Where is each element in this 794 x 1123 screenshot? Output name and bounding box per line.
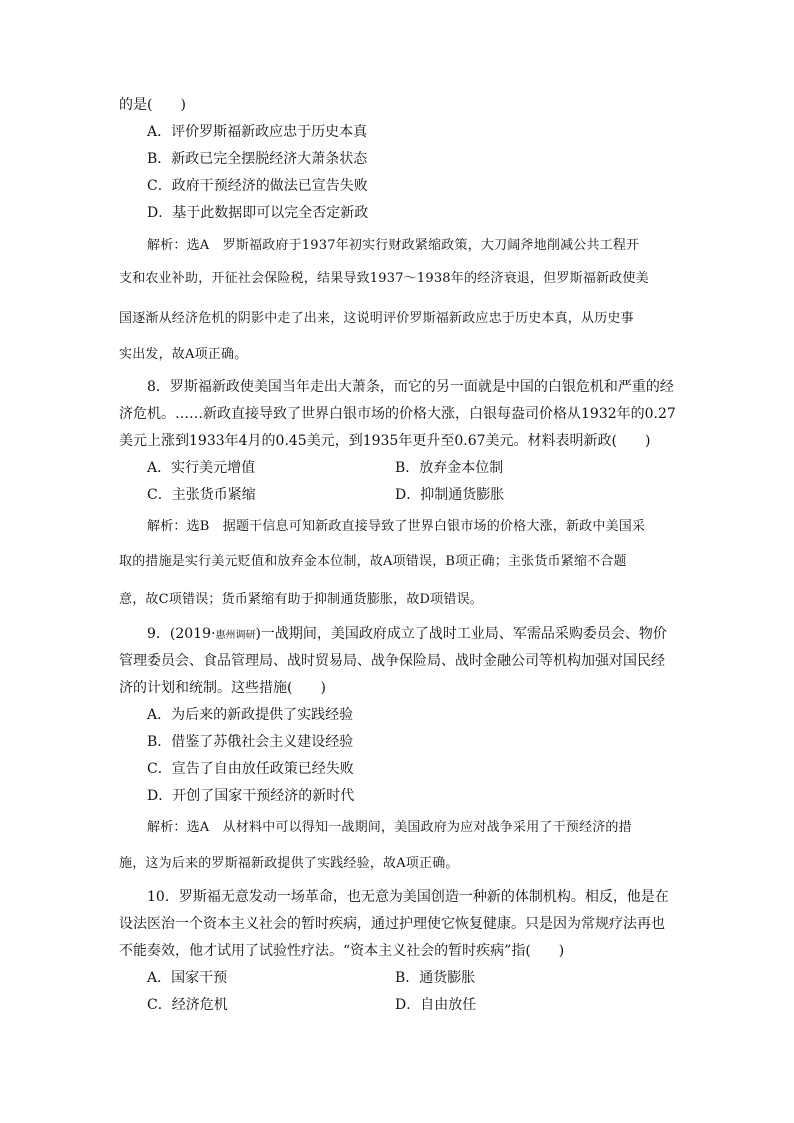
q7-option-c: C．政府干预经济的做法已宣告失败 [147,178,368,194]
q8-stem-line-3: 美元上涨到1933年4月的0.45美元，到1935年更升至0.67美元。材料表明新政( ) [119,433,651,449]
q7-analysis-line-4: 实出发，故A项正确。 [119,347,248,362]
q8-option-d: D．抑制通货膨胀 [395,487,505,503]
q10-option-c: C．经济危机 [147,997,228,1013]
q7-option-a: A．评价罗斯福新政应忠于历史本真 [147,124,368,140]
q10-stem-line-1: 10．罗斯福无意发动一场革命，也无意为美国创造一种新的体制机构。相反，他是在 [147,889,669,905]
q9-stem-line-3: 济的计划和统制。这些措施( ) [119,680,326,696]
q9-stem-line-2: 管理委员会、食品管理局、战时贸易局、战争保险局、战时金融公司等机构加强对国民经 [119,653,665,669]
q9-source: 惠州调研 [215,630,256,641]
q9-option-b: B．借鉴了苏俄社会主义建设经验 [147,734,354,750]
q8-option-b: B．放弃金本位制 [395,460,504,476]
q9-analysis-line-1: 解析：选A 从材料中可以得知一战期间，美国政府为应对战争采用了干预经济的措 [147,820,632,835]
q10-option-b: B．通货膨胀 [395,970,476,986]
q10-stem-line-2: 设法医治一个资本主义社会的暂时疾病，通过护理使它恢复健康。只是因为常规疗法再也 [119,916,665,932]
q9-option-a: A．为后来的新政提供了实践经验 [147,707,354,723]
q8-option-c: C．主张货币紧缩 [147,487,256,503]
q10-option-a: A．国家干预 [147,970,228,986]
q8-analysis-line-1: 解析：选B 据题干信息可知新政直接导致了世界白银市场的价格大涨，新政中美国采 [147,519,646,534]
q9-stem-prefix: 9．(2019· [147,626,216,642]
q9-stem-rest: )一战期间，美国政府成立了战时工业局、军需品采购委员会、物价 [255,626,667,642]
q8-analysis-line-2: 取的措施是实行美元贬值和放弃金本位制，故A项错误，B项正确；主张货币紧缩不合题 [119,554,627,569]
q8-option-a: A．实行美元增值 [147,460,256,476]
q9-option-d: D．开创了国家干预经济的新时代 [147,788,355,804]
q7-analysis-line-2: 支和农业补助，开征社会保险税，结果导致1937～1938年的经济衰退，但罗斯福新政使美 [119,271,649,286]
q8-stem-line-1: 8．罗斯福新政使美国当年走出大萧条，而它的另一面就是中国的白银危机和严重的经 [147,379,674,395]
q7-analysis-line-3: 国逐渐从经济危机的阴影中走了出来，这说明评价罗斯福新政应忠于历史本真，从历史事 [119,311,634,326]
q10-option-d: D．自由放任 [395,997,477,1013]
q9-stem-line-1 [147,625,667,645]
q7-analysis-line-1: 解析：选A 罗斯福政府于1937年初实行财政紧缩政策，大刀阔斧地削减公共工程开 [147,238,640,253]
q9-analysis-line-2: 施，这为后来的罗斯福新政提供了实践经验，故A项正确。 [119,856,459,871]
q8-stem-line-2: 济危机。……新政直接导致了世界白银市场的价格大涨，白银每盎司价格从1932年的0.27 [119,406,676,422]
q7-option-d: D．基于此数据即可以完全否定新政 [147,205,369,221]
q7-stem-tail: 的是( ) [119,97,186,113]
q9-option-c: C．宣告了自由放任政策已经失败 [147,761,354,777]
q7-option-b: B．新政已完全摆脱经济大萧条状态 [147,151,368,167]
q8-analysis-line-3: 意，故C项错误；货币紧缩有助于抑制通货膨胀，故D项错误。 [119,592,483,607]
q10-stem-line-3: 不能奏效，他才试用了试验性疗法。“资本主义社会的暂时疾病”指( ) [119,943,565,959]
